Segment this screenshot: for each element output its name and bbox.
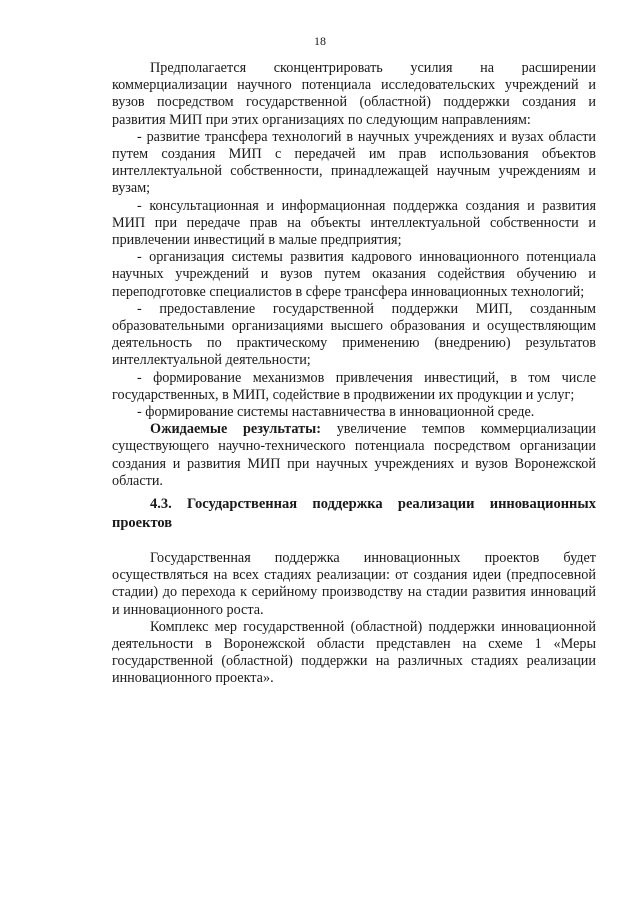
list-item: - формирование механизмов привлечения инвестиций, в том числе государственных, в МИП, содействие в продвижении их продукции и услуг; <box>112 369 596 403</box>
section-paragraph: Государственная поддержка инновационных проектов будет осуществляться на всех стадиях реализации: от создания идеи (предпосевной стадии) до перехода к серийному производству на стадии развития инноваций и инновационного роста. <box>112 550 596 618</box>
expected-results-paragraph <box>112 421 596 490</box>
text-block-1 <box>112 60 596 490</box>
section-paragraph: Комплекс мер государственной (областной) поддержки инновационной деятельности в Воронежской области представлен на схеме 1 «Меры государственной (областной) поддержки на различных стадиях реализации инновационного проекта». <box>112 618 596 687</box>
list-item: - консультационная и информационная поддержка создания и развития МИП при передаче прав на объекты интеллектуальной собственности и привлечении инвестиций в малые предприятия; <box>112 197 596 249</box>
list-item: - формирование системы наставничества в инновационной среде. <box>137 404 535 421</box>
page-number: 18 <box>314 34 326 48</box>
list-item: - предоставление государственной поддержки МИП, созданным образовательными организациями высшего образования и осуществляющим деятельность по практическому применению (внедрению) результатов интеллектуальной деятельности; <box>112 300 596 369</box>
intro-paragraph: Предполагается сконцентрировать усилия на расширении коммерциализации научного потенциала исследовательских учреждений и вузов посредством государственной (областной) поддержки создания и развития МИП при этих организациях по следующим направлениям: <box>112 60 596 128</box>
text-block-2 <box>112 550 596 688</box>
list-item: - развитие трансфера технологий в научных учреждениях и вузах области путем создания МИП с передачей им прав использования объектов интеллектуальной собственности, принадлежащей научным учреждениям и вузам; <box>112 128 596 197</box>
expected-results-text: увеличение темпов коммерциализации существующего научно-технического потенциала посредством организации создания и развития МИП при научных учреждениях и вузов Воронежской области. <box>112 421 596 489</box>
section-heading: 4.3. Государственная поддержка реализации инновационных проектов <box>112 496 596 531</box>
list-item: - организация системы развития кадрового инновационного потенциала научных учреждений и вузов путем оказания содействия обучению и переподготовке специалистов в сфере трансфера инновационных технологий; <box>112 249 596 300</box>
expected-results-label: Ожидаемые результаты: <box>150 421 321 438</box>
